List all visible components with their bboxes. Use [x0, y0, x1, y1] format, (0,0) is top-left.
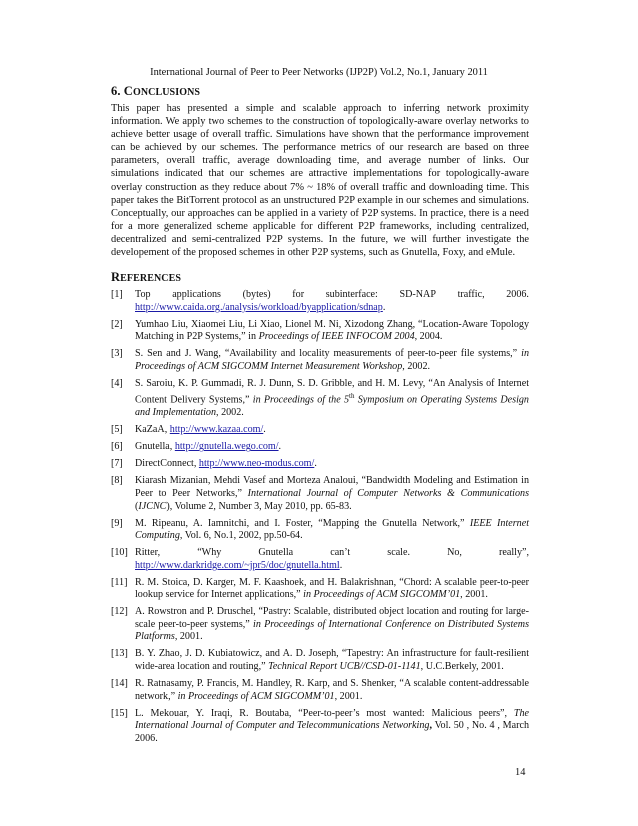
page-content [111, 84, 529, 750]
reference-number: [12] [111, 606, 128, 618]
reference-word: (bytes) [242, 289, 271, 301]
reference-text [135, 518, 529, 543]
reference-number: [11] [111, 576, 128, 588]
reference-list [111, 289, 529, 745]
reference-item [111, 648, 529, 673]
reference-item [111, 378, 529, 420]
reference-text-part: , [429, 720, 432, 732]
reference-first-line [135, 289, 529, 302]
reference-venue: in Proceedings of the 5 [252, 394, 350, 406]
reference-item [111, 518, 529, 543]
reference-venue: in Proceedings of International Conference on Distributed Systems Platforms [135, 618, 530, 643]
reference-item [111, 708, 529, 746]
reference-text-part: , 2001. [334, 690, 363, 702]
reference-text-part: M. Ripeanu, A. Iamnitchi, and I. Foster, “Mapping the Gnutella Network,” [135, 517, 470, 529]
reference-link[interactable]: http://www.kazaa.com/ [169, 424, 264, 436]
reference-text [135, 577, 529, 602]
reference-number: [5] [111, 424, 123, 436]
reference-word: traffic, [457, 289, 485, 301]
reference-word: for [292, 289, 305, 301]
reference-number: [7] [111, 458, 123, 470]
reference-text-part: . [278, 441, 282, 453]
reference-text-part: , 2002. [216, 407, 244, 419]
references-heading-rest: EFERENCES [120, 273, 182, 285]
reference-item [111, 475, 529, 513]
conclusions-paragraph: This paper has presented a simple and scalable approach to inferring network proximity information. We apply two schemes to the construction of topologically-aware overlay networks to achieve better usage of overall traffic. Simulations have shown that the performance improvement can be achieved by our schemes. The performance metrics of our research are based on three parameters, overall traffic, average downloading time, and average number of links. Our simulations indicated that our schemes are attractive implementations for topologically-aware overlay construction as they reduce about 7% ~ 18% of overall traffic and downloading time. This paper takes the BitTorrent protocol as an unstructured P2P example in our schemes and simulations. Conceptually, our approaches can be applied in a variety of P2P systems. In practice, there is a need for a more generalized scheme applicable for different P2P frameworks, including centralized, decentralized and semi-centralized P2P systems. In the future, we will further investigate the developement of the proposed schemes in other P2P systems, such as Gnutella, Foxy, and eMule. [111, 103, 529, 259]
reference-number: [3] [111, 348, 123, 360]
reference-text-part: KaZaA, [135, 424, 170, 436]
reference-text-part: L. Mekouar, Y. Iraqi, R. Boutaba, “Peer-to-peer’s most wanted: Malicious peers”, [135, 707, 514, 719]
reference-text-part: ), Volume 2, Number 3, May 2010, pp. 65-83. [166, 500, 352, 512]
reference-text-part: . [314, 458, 317, 470]
reference-text-part: Vol. 50 , No. 4 , March 2006. [135, 720, 529, 744]
reference-text [135, 319, 529, 344]
reference-item [111, 458, 529, 471]
reference-text [135, 475, 529, 513]
reference-text-part: Kiarash Mizanian, Mehdi Vasef and Morteza Analoui, “Bandwidth Modeling and Estimation in Peer to Peer Networks,” [135, 475, 529, 499]
reference-item [111, 547, 529, 572]
references-heading-first: R [111, 270, 121, 285]
reference-number: [2] [111, 318, 123, 330]
reference-text-part: , 2001. [460, 589, 488, 601]
reference-text-part: S. Sen and J. Wang, “Availability and locality measurements of peer-to-peer file systems,” [135, 348, 522, 360]
reference-text-part: ( [135, 500, 139, 512]
reference-number: [6] [111, 441, 123, 453]
reference-text-part: , Vol. 6, No.1, 2002, pp.50-64. [179, 530, 303, 542]
reference-text [135, 378, 529, 420]
reference-venue: in Proceedings of ACM SIGCOMM Internet Measurement Workshop [135, 348, 529, 372]
conclusions-heading [111, 84, 529, 99]
reference-link[interactable]: http://gnutella.wego.com/ [174, 441, 279, 453]
reference-number: [4] [111, 377, 123, 389]
reference-number: [9] [111, 517, 123, 529]
reference-text-part: , U.C.Berkely, 2001. [420, 661, 504, 673]
conclusions-heading-rest: ONCLUSIONS [132, 87, 201, 98]
reference-item [111, 289, 529, 314]
reference-item [111, 606, 529, 644]
reference-text [135, 648, 529, 673]
reference-number: [10] [111, 547, 128, 559]
reference-number: [13] [111, 648, 128, 660]
reference-text-part: . [382, 301, 386, 313]
reference-word: Top [135, 289, 151, 301]
reference-number: [1] [111, 289, 123, 301]
reference-word: subinterface: [325, 289, 378, 301]
reference-item [111, 348, 529, 373]
reference-venue: International Journal of Computer Networks & Communications [247, 487, 529, 499]
reference-venue: Technical Report UCB//CSD-01-1141 [268, 661, 421, 673]
reference-text-part: R. Ratnasamy, P. Francis, M. Handley, R. Karp, and S. Shenker, “A scalable content-addressable network,” [135, 678, 529, 702]
running-header: International Journal of Peer to Peer Networks (IJP2P) Vol.2, No.1, January 2011 [150, 67, 488, 78]
reference-text-part: , 2001. [174, 631, 203, 643]
reference-text-part: Gnutella, [135, 441, 175, 453]
reference-text-part: R. M. Stoica, D. Karger, M. F. Kaashoek, and H. Balakrishnan, “Chord: A scalable peer-to-peer lookup service for Internet applications,” [135, 576, 529, 601]
reference-link[interactable]: http://www.neo-modus.com/ [198, 458, 315, 470]
reference-word: applications [172, 289, 221, 301]
reference-number: [14] [111, 678, 128, 689]
reference-link[interactable]: http://www.caida.org./analysis/workload/byapplication/sdnap [135, 301, 383, 313]
reference-venue: Proceedings of IEEE INFOCOM 2004 [258, 331, 415, 343]
reference-number: [8] [111, 475, 123, 487]
reference-text-part: . [339, 559, 343, 571]
reference-text [135, 708, 529, 746]
reference-item [111, 319, 529, 344]
references-heading [111, 270, 529, 285]
reference-text-part: S. Saroiu, K. P. Gummadi, R. J. Dunn, S. D. Gribble, and H. M. Levy, “An Analysis of Internet Content Delivery Systems,” [135, 377, 529, 406]
reference-text-part: Yumhao Liu, Xiaomei Liu, Li Xiao, Lionel M. Ni, Xizodong Zhang, “Location-Aware Topology Matching in P2P Systems,” in [135, 318, 529, 343]
reference-text-part: A. Rowstron and P. Druschel, “Pastry: Scalable, distributed object location and routing for large-scale peer-to-peer systems,” [135, 606, 529, 630]
reference-text [135, 606, 529, 644]
reference-text-part: . [263, 424, 266, 436]
reference-number: [15] [111, 707, 128, 719]
reference-text [135, 441, 529, 454]
reference-venue: in Proceedings of ACM SIGCOMM’01 [177, 690, 335, 702]
reference-text [135, 547, 529, 572]
reference-text-part: B. Y. Zhao, J. D. Kubiatowicz, and A. D. Joseph, “Tapestry: An infrastructure for fault-resilient wide-area location and routing,” [135, 648, 529, 673]
reference-venue-abbr: IJCNC [138, 500, 167, 512]
page-number: 14 [515, 767, 526, 778]
reference-item [111, 678, 529, 703]
reference-text [135, 678, 529, 703]
reference-item [111, 424, 529, 437]
reference-text [135, 348, 529, 373]
reference-text [135, 424, 529, 437]
reference-text [135, 289, 529, 314]
reference-venue: The International Journal of Computer and Telecommunications Networking [135, 707, 529, 732]
reference-word: SD-NAP [399, 289, 436, 301]
reference-text-part: , 2002. [402, 360, 431, 372]
reference-word: 2006. [506, 289, 529, 301]
reference-text [135, 458, 529, 471]
reference-text-part: DirectConnect, [135, 458, 199, 470]
conclusions-heading-num: 6. C [111, 84, 133, 98]
reference-superscript: th [349, 392, 355, 401]
reference-item [111, 441, 529, 454]
reference-link[interactable]: http://www.darkridge.com/~jpr5/doc/gnutella.html [135, 559, 340, 571]
reference-venue: IEEE Internet Computing [135, 517, 529, 542]
reference-item [111, 577, 529, 602]
reference-venue: in Proceedings of ACM SIGCOMM’01 [303, 589, 461, 601]
reference-text-part: Ritter, “Why Gnutella can’t scale. No, really”, [135, 547, 529, 559]
reference-venue: Symposium on Operating Systems Design and Implementation [135, 394, 529, 419]
reference-text-part: , 2004. [414, 331, 443, 343]
